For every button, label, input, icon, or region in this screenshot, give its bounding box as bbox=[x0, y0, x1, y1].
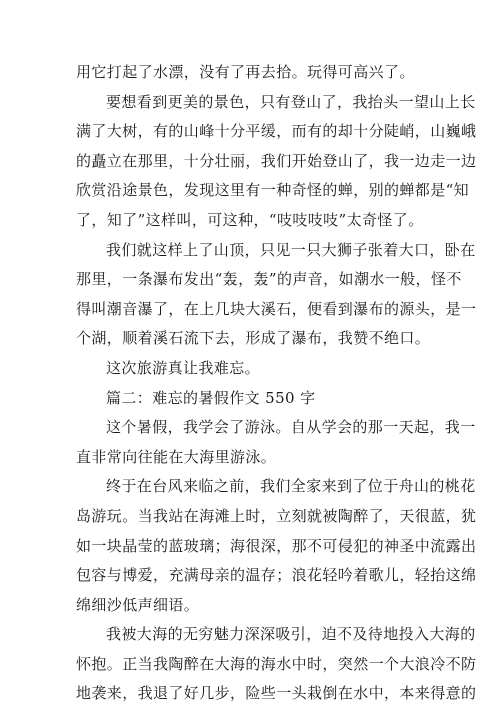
text-line: 那里，一条瀑布发出“轰，轰”的声音，如潮水一般，怪不 bbox=[76, 270, 462, 289]
text-line: 地袭来，我退了好几步，险些一头栽倒在水中，本来得意的 bbox=[76, 684, 477, 703]
text-line: 直非常向往能在大海里游泳。 bbox=[76, 447, 277, 466]
text-line: 要想看到更美的景色，只有登山了，我抬头一望山上长 bbox=[106, 92, 476, 111]
text-line: 如一块晶莹的蓝玻璃；海很深，那不可侵犯的神圣中流露出 bbox=[76, 536, 477, 555]
text-line: 这个暑假，我学会了游泳。自从学会的那一天起，我一 bbox=[106, 418, 476, 437]
text-line: 了，知了”这样叫，可这种，“吱吱吱吱”太奇怪了。 bbox=[76, 210, 424, 229]
text-line: 绵细沙低声细语。 bbox=[76, 595, 200, 614]
text-line: 包容与博爱，充满母亲的温存；浪花轻吟着歌儿，轻抬这绵 bbox=[76, 566, 477, 585]
document-body bbox=[76, 58, 477, 709]
text-line: 终于在台风来临之前，我们全家来到了位于舟山的桃花 bbox=[106, 477, 476, 496]
text-line: 我们就这样上了山顶，只见一只大狮子张着大口，卧在 bbox=[106, 240, 476, 259]
text-line: 得叫潮音瀑了，在上几块大溪石，便看到瀑布的源头，是一 bbox=[76, 299, 477, 318]
text-line: 个湖，顺着溪石流下去，形成了瀑布，我赞不绝口。 bbox=[76, 329, 431, 348]
text-line: 这次旅游真让我难忘。 bbox=[106, 358, 261, 377]
text-line: 用它打起了水漂，没有了再去拾。玩得可高兴了。 bbox=[76, 63, 415, 81]
text-line: 的矗立在那里，十分壮丽，我们开始登山了，我一边走一边 bbox=[76, 151, 477, 170]
text-line: 我被大海的无穷魅力深深吸引，迫不及待地投入大海的 bbox=[106, 625, 476, 644]
text-line: 欣赏沿途景色，发现这里有一种奇怪的蝉，别的蝉都是“知 bbox=[76, 181, 470, 200]
text-line: 怀抱。正当我陶醉在大海的海水中时，突然一个大浪冷不防 bbox=[76, 654, 477, 673]
text-line: 岛游玩。当我站在海滩上时，立刻就被陶醉了，天很蓝，犹 bbox=[76, 506, 477, 525]
text-line: 满了大树，有的山峰十分平缓，而有的却十分陡峭，山巍峨 bbox=[76, 122, 477, 141]
section-heading: 篇二：难忘的暑假作文 550 字 bbox=[106, 388, 316, 407]
